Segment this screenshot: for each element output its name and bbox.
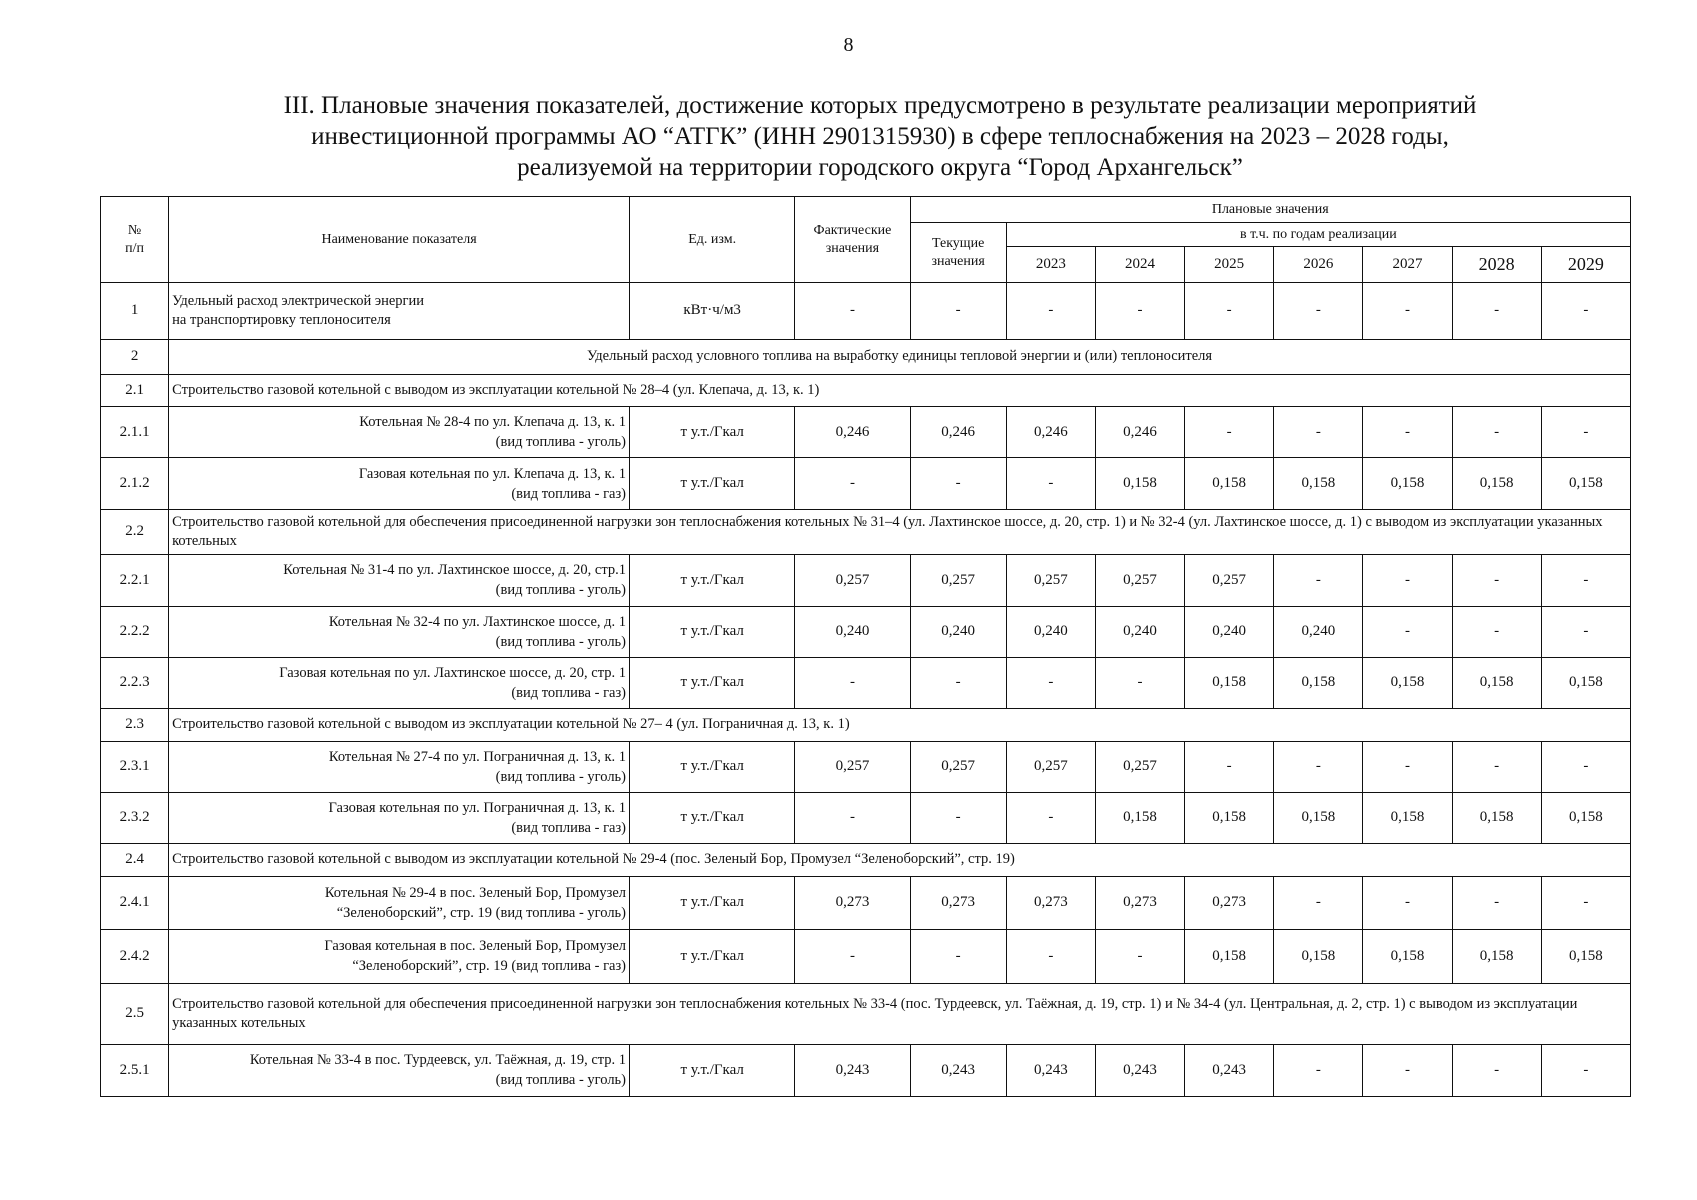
year-value: 0,240: [1095, 606, 1184, 657]
indicator-name-line-1: Газовая котельная по ул. Клепача д. 13, к. 1: [358, 465, 627, 482]
indicator-name-line-2: (вид топлива - уголь): [495, 1072, 627, 1089]
unit-cell: кВт·ч/м3: [630, 283, 795, 340]
table-row: [101, 458, 1631, 509]
year-value: -: [1274, 407, 1363, 458]
row-number: 2.2.3: [101, 657, 169, 708]
unit-cell: т у.т./Гкал: [630, 792, 795, 843]
year-value: -: [1541, 283, 1630, 340]
actual-value: 0,257: [795, 555, 910, 606]
header-year: 2027: [1363, 247, 1452, 283]
year-value: -: [1185, 407, 1274, 458]
row-number: 2.2.2: [101, 606, 169, 657]
year-value: -: [1452, 876, 1541, 929]
year-value: -: [1452, 741, 1541, 792]
section-title: Строительство газовой котельной с выводом из эксплуатации котельной № 27– 4 (ул. Пограничная д. 13, к. 1): [169, 708, 1631, 741]
unit-cell: т у.т./Гкал: [630, 930, 795, 983]
header-year: 2029: [1541, 247, 1630, 283]
year-value: 0,257: [1006, 741, 1095, 792]
year-value: -: [1541, 555, 1630, 606]
year-value: 0,158: [1095, 792, 1184, 843]
row-number: 2.2: [101, 509, 169, 555]
header-planned: Плановые значения: [910, 197, 1630, 223]
row-number: 2.3: [101, 708, 169, 741]
indicator-name-line-1: Котельная № 27-4 по ул. Пограничная д. 13, к. 1: [328, 748, 627, 765]
row-number: 2.4.2: [101, 930, 169, 983]
indicator-name-line-2: (вид топлива - газ): [511, 485, 627, 502]
section-title: Строительство газовой котельной для обеспечения присоединенной нагрузки зон теплоснабжения котельных № 33-4 (пос. Турдеевск, ул. Таёжная, д. 19, стр. 1) и № 34-4 (ул. Центральная, д. 2, стр. 1) с выводом из эксплуатации указанных котельных: [169, 983, 1631, 1044]
year-value: -: [1452, 555, 1541, 606]
indicator-name-line-1: Котельная № 33-4 в пос. Турдеевск, ул. Таёжная, д. 19, стр. 1: [249, 1052, 627, 1069]
year-value: 0,158: [1185, 458, 1274, 509]
table-row: [101, 606, 1631, 657]
section-row: [101, 844, 1631, 877]
row-number: 2.3.2: [101, 792, 169, 843]
year-value: -: [1006, 792, 1095, 843]
year-value: 0,158: [1363, 458, 1452, 509]
indicator-name-line-2: (вид топлива - газ): [511, 819, 627, 836]
year-value: -: [1185, 283, 1274, 340]
table-row: [101, 657, 1631, 708]
title-line-1: III. Плановые значения показателей, достижение которых предусмотрено в результате реализации мероприятий: [283, 92, 1477, 119]
header-by-years: в т.ч. по годам реализации: [1006, 223, 1630, 247]
year-value: -: [1541, 876, 1630, 929]
unit-cell: т у.т./Гкал: [630, 555, 795, 606]
year-value: -: [1452, 407, 1541, 458]
year-value: 0,158: [1541, 792, 1630, 843]
year-value: 0,158: [1274, 458, 1363, 509]
header-actual: Фактические значения: [795, 197, 910, 283]
current-value: 0,273: [910, 876, 1006, 929]
year-value: -: [1452, 606, 1541, 657]
year-value: 0,257: [1185, 555, 1274, 606]
table-row: [101, 930, 1631, 983]
current-value: -: [910, 657, 1006, 708]
table-row: [101, 407, 1631, 458]
section-title: Удельный расход условного топлива на выработку единицы тепловой энергии и (или) теплоносителя: [169, 339, 1631, 374]
year-value: 0,273: [1095, 876, 1184, 929]
indicator-name: [169, 930, 630, 983]
header-current: Текущие значения: [910, 223, 1006, 283]
year-value: -: [1006, 458, 1095, 509]
row-number: 2.1.1: [101, 407, 169, 458]
indicator-name-line-2: на транспортировку теплоносителя: [172, 311, 391, 328]
unit-cell: т у.т./Гкал: [630, 458, 795, 509]
row-number: 2.5: [101, 983, 169, 1044]
year-value: 0,240: [1006, 606, 1095, 657]
year-value: 0,246: [1095, 407, 1184, 458]
year-value: 0,273: [1006, 876, 1095, 929]
header-year: 2028: [1452, 247, 1541, 283]
indicator-name: [169, 606, 630, 657]
header-year: 2024: [1095, 247, 1184, 283]
indicator-name: [169, 741, 630, 792]
year-value: 0,257: [1095, 741, 1184, 792]
section-title: Строительство газовой котельной для обеспечения присоединенной нагрузки зон теплоснабжения котельных № 31–4 (ул. Лахтинское шоссе, д. 20, стр. 1) и № 32-4 (ул. Лахтинское шоссе, д. 1) с выводом из эксплуатации указанных котельных: [169, 509, 1631, 555]
year-value: 0,158: [1541, 930, 1630, 983]
indicator-name-line-2: “Зеленоборский”, стр. 19 (вид топлива - газ): [352, 958, 627, 975]
year-value: -: [1095, 283, 1184, 340]
header-year: 2026: [1274, 247, 1363, 283]
current-value: -: [910, 792, 1006, 843]
year-value: -: [1541, 606, 1630, 657]
row-number: 2.4.1: [101, 876, 169, 929]
year-value: -: [1274, 876, 1363, 929]
year-value: -: [1452, 283, 1541, 340]
header-name: Наименование показателя: [169, 197, 630, 283]
year-value: -: [1274, 741, 1363, 792]
year-value: -: [1452, 1044, 1541, 1096]
indicator-name-line-2: (вид топлива - уголь): [495, 582, 627, 599]
year-value: 0,240: [1274, 606, 1363, 657]
actual-value: -: [795, 792, 910, 843]
row-number: 2.3.1: [101, 741, 169, 792]
year-value: -: [1363, 283, 1452, 340]
current-value: 0,243: [910, 1044, 1006, 1096]
row-number: 1: [101, 283, 169, 340]
year-value: 0,158: [1363, 657, 1452, 708]
year-value: -: [1541, 407, 1630, 458]
indicator-name: [169, 1044, 630, 1096]
year-value: -: [1363, 555, 1452, 606]
indicator-name-line-2: (вид топлива - газ): [511, 684, 627, 701]
row-number: 2.1: [101, 374, 169, 407]
current-value: 0,257: [910, 741, 1006, 792]
year-value: 0,158: [1541, 657, 1630, 708]
indicator-name: [169, 407, 630, 458]
current-value: 0,240: [910, 606, 1006, 657]
unit-cell: т у.т./Гкал: [630, 741, 795, 792]
year-value: 0,243: [1185, 1044, 1274, 1096]
year-value: 0,158: [1363, 792, 1452, 843]
indicator-name-line-1: Котельная № 31-4 по ул. Лахтинское шоссе, д. 20, стр.1: [283, 562, 627, 579]
year-value: -: [1006, 283, 1095, 340]
year-value: 0,273: [1185, 876, 1274, 929]
year-value: 0,240: [1185, 606, 1274, 657]
year-value: -: [1095, 930, 1184, 983]
indicator-name: [169, 657, 630, 708]
page-title: [140, 90, 1620, 183]
indicator-name-line-1: Котельная № 28-4 по ул. Клепача д. 13, к. 1: [359, 414, 627, 431]
year-value: -: [1274, 1044, 1363, 1096]
current-value: -: [910, 283, 1006, 340]
table-row: [101, 555, 1631, 606]
year-value: 0,158: [1452, 792, 1541, 843]
section-row: [101, 339, 1631, 374]
year-value: -: [1095, 657, 1184, 708]
indicator-name-line-2: (вид топлива - уголь): [495, 633, 627, 650]
indicator-name: [169, 458, 630, 509]
indicator-name: [169, 283, 630, 340]
indicator-name-line-2: “Зеленоборский”, стр. 19 (вид топлива - уголь): [336, 904, 627, 921]
title-line-3: реализуемой на территории городского округа “Город Архангельск”: [517, 154, 1243, 181]
unit-cell: т у.т./Гкал: [630, 876, 795, 929]
year-value: -: [1006, 930, 1095, 983]
year-value: 0,158: [1274, 930, 1363, 983]
year-value: 0,158: [1185, 930, 1274, 983]
actual-value: -: [795, 930, 910, 983]
year-value: -: [1541, 741, 1630, 792]
year-value: -: [1185, 741, 1274, 792]
year-value: 0,243: [1095, 1044, 1184, 1096]
year-value: 0,246: [1006, 407, 1095, 458]
year-value: 0,158: [1185, 657, 1274, 708]
table-row: [101, 1044, 1631, 1096]
current-value: 0,257: [910, 555, 1006, 606]
actual-value: 0,246: [795, 407, 910, 458]
year-value: -: [1363, 606, 1452, 657]
actual-value: -: [795, 283, 910, 340]
year-value: -: [1274, 555, 1363, 606]
year-value: 0,158: [1363, 930, 1452, 983]
current-value: -: [910, 930, 1006, 983]
page-number: 8: [843, 34, 854, 56]
title-line-2: инвестиционной программы АО “АТГК” (ИНН 2901315930) в сфере теплоснабжения на 2023 – 2028 годы,: [311, 123, 1449, 150]
year-value: 0,158: [1452, 458, 1541, 509]
indicator-name: [169, 792, 630, 843]
actual-value: -: [795, 458, 910, 509]
indicator-name-line-1: Газовая котельная по ул. Пограничная д. 13, к. 1: [328, 799, 627, 816]
indicator-name-line-1: Газовая котельная по ул. Лахтинское шоссе, д. 20, стр. 1: [279, 664, 627, 681]
section-title: Строительство газовой котельной с выводом из эксплуатации котельной № 28–4 (ул. Клепача, д. 13, к. 1): [169, 374, 1631, 407]
header-year: 2025: [1185, 247, 1274, 283]
header-num: № п/п: [101, 197, 169, 283]
indicator-name-line-2: (вид топлива - уголь): [495, 434, 627, 451]
year-value: 0,243: [1006, 1044, 1095, 1096]
current-value: 0,246: [910, 407, 1006, 458]
indicator-name-line-1: Удельный расход электрической энергии: [172, 292, 424, 309]
year-value: -: [1363, 1044, 1452, 1096]
actual-value: -: [795, 657, 910, 708]
table-row: [101, 741, 1631, 792]
indicators-table: [100, 196, 1631, 1097]
year-value: -: [1006, 657, 1095, 708]
table-row: [101, 876, 1631, 929]
year-value: 0,158: [1185, 792, 1274, 843]
unit-cell: т у.т./Гкал: [630, 606, 795, 657]
unit-cell: т у.т./Гкал: [630, 407, 795, 458]
unit-cell: т у.т./Гкал: [630, 657, 795, 708]
year-value: 0,158: [1541, 458, 1630, 509]
year-value: -: [1363, 876, 1452, 929]
section-row: [101, 509, 1631, 555]
current-value: -: [910, 458, 1006, 509]
year-value: 0,257: [1006, 555, 1095, 606]
section-title: Строительство газовой котельной с выводом из эксплуатации котельной № 29-4 (пос. Зеленый Бор, Промузел “Зеленоборский”, стр. 19): [169, 844, 1631, 877]
actual-value: 0,240: [795, 606, 910, 657]
year-value: -: [1274, 283, 1363, 340]
row-number: 2.4: [101, 844, 169, 877]
section-row: [101, 983, 1631, 1044]
indicator-name-line-1: Газовая котельная в пос. Зеленый Бор, Промузел: [324, 938, 627, 955]
table-row: [101, 283, 1631, 340]
header-year: 2023: [1006, 247, 1095, 283]
year-value: 0,158: [1274, 792, 1363, 843]
table-row: [101, 792, 1631, 843]
indicator-name-line-1: Котельная № 29-4 в пос. Зеленый Бор, Промузел: [324, 884, 627, 901]
row-number: 2.2.1: [101, 555, 169, 606]
year-value: -: [1363, 741, 1452, 792]
indicator-name-line-2: (вид топлива - уголь): [495, 768, 627, 785]
indicator-name-line-1: Котельная № 32-4 по ул. Лахтинское шоссе, д. 1: [328, 613, 627, 630]
year-value: -: [1363, 407, 1452, 458]
row-number: 2.5.1: [101, 1044, 169, 1096]
year-value: 0,158: [1095, 458, 1184, 509]
year-value: 0,257: [1095, 555, 1184, 606]
year-value: 0,158: [1452, 657, 1541, 708]
indicator-name: [169, 555, 630, 606]
actual-value: 0,243: [795, 1044, 910, 1096]
section-row: [101, 374, 1631, 407]
section-row: [101, 708, 1631, 741]
actual-value: 0,257: [795, 741, 910, 792]
actual-value: 0,273: [795, 876, 910, 929]
year-value: -: [1541, 1044, 1630, 1096]
row-number: 2.1.2: [101, 458, 169, 509]
row-number: 2: [101, 339, 169, 374]
year-value: 0,158: [1452, 930, 1541, 983]
year-value: 0,158: [1274, 657, 1363, 708]
indicator-name: [169, 876, 630, 929]
unit-cell: т у.т./Гкал: [630, 1044, 795, 1096]
header-unit: Ед. изм.: [630, 197, 795, 283]
